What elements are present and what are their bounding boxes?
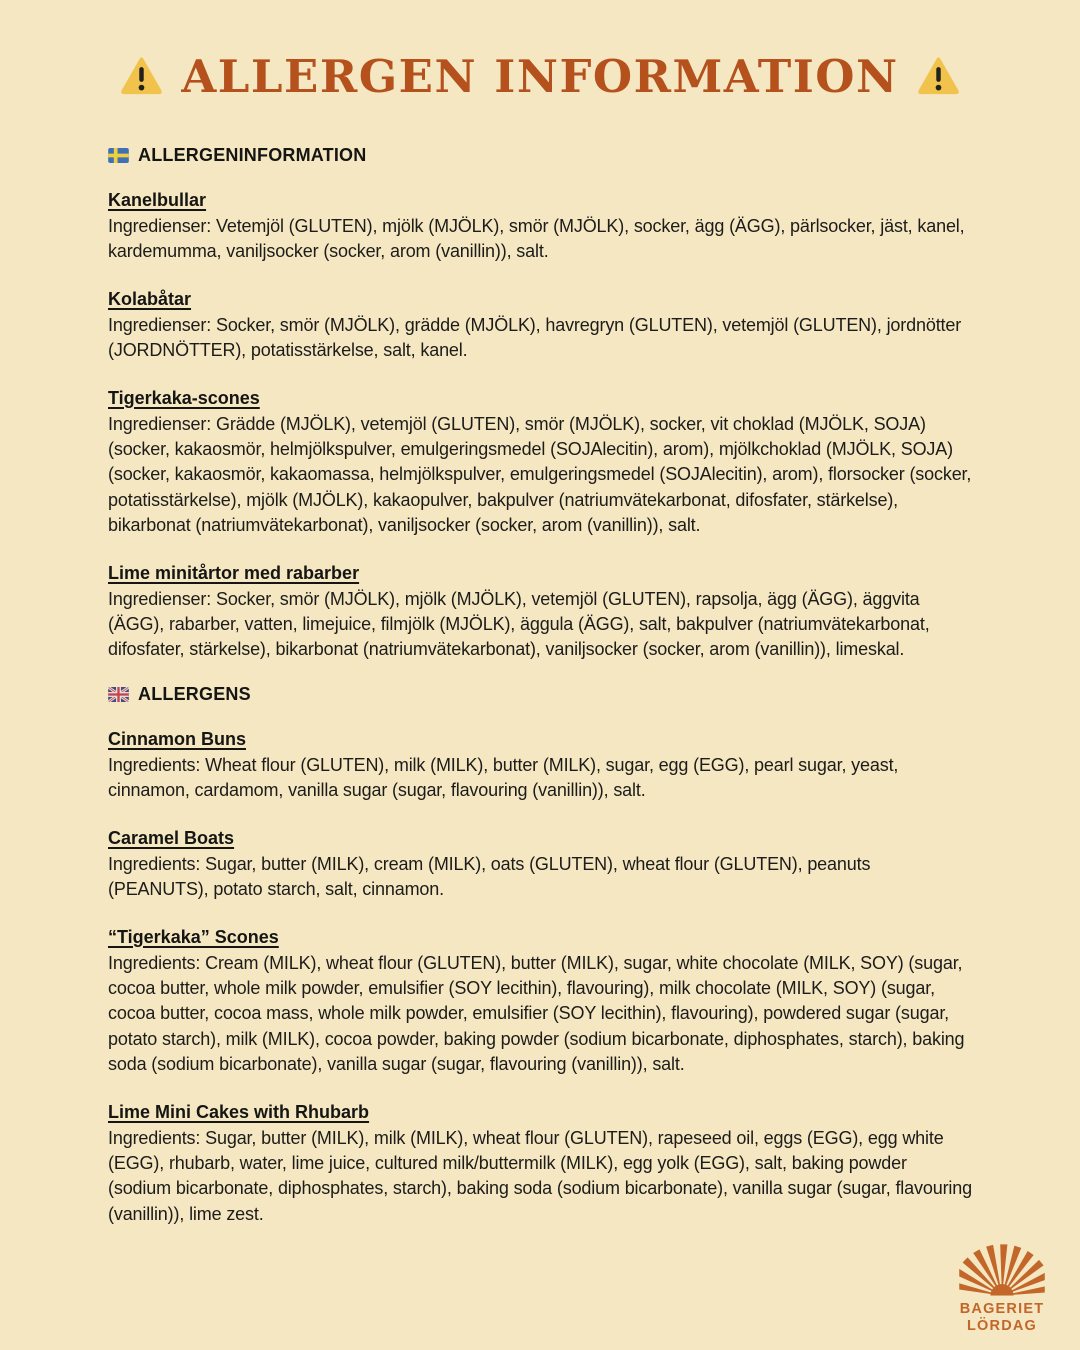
- logo-text-line2: LÖRDAG: [966, 1317, 1038, 1334]
- sunburst-logo-icon: [958, 1239, 1046, 1299]
- warning-triangle-icon: [120, 56, 163, 97]
- product-tigerkaka-scones-sv: [108, 385, 972, 539]
- product-name: Tigerkaka-scones: [108, 387, 260, 408]
- product-ingredients: Ingredients: Sugar, butter (MILK), milk (MILK), wheat flour (GLUTEN), rapeseed oil, eggs (EGG), egg white (EGG), rhubarb, water, lime juice, cultured milk/buttermilk (MILK), egg yolk (EGG), salt, baking powder (sodium bicarbonate, diphosphates, starch), baking soda (sodium bicarbonate), vanilla sugar (sugar, flavouring (vanillin)), lime zest.: [108, 1127, 972, 1224]
- product-ingredients: Ingredienser: Grädde (MJÖLK), vetemjöl (GLUTEN), smör (MJÖLK), socker, vit choklad (MJÖLK, SOJA) (socker, kakaosmör, helmjölkspulver, emulgeringsmedel (SOJAlecitin), arom), mjölkchoklad (MJÖLK, SOJA) (socker, kakaosmör, kakaomassa, helmjölkspulver, emulgeringsmedel (SOJAlecitin), arom), florsocker (socker, potatisstärkelse), mjölk (MJÖLK), kakaopulver, bakpulver (natriumvätekarbonat, difosfater, stärkelse), bikarbonat (natriumvätekarbonat), vaniljsocker (socker, arom (vanillin)), salt.: [108, 413, 972, 536]
- product-name: Lime Mini Cakes with Rhubarb: [108, 1101, 370, 1122]
- product-name: Kanelbullar: [108, 190, 207, 210]
- sweden-flag-icon: [108, 148, 129, 163]
- product-cinnamon-buns: [108, 726, 972, 804]
- uk-flag-icon: [108, 687, 129, 702]
- product-name: Lime minitårtor med rabarber: [108, 562, 360, 583]
- product-name: “Tigerkaka” Scones: [108, 926, 279, 947]
- section-header-label: ALLERGENINFORMATION: [138, 145, 367, 165]
- page-title: ALLERGEN INFORMATION: [181, 50, 899, 103]
- product-ingredients: Ingredients: Sugar, butter (MILK), cream (MILK), oats (GLUTEN), wheat flour (GLUTEN), peanuts (PEANUTS), potato starch, salt, cinnamon.: [108, 853, 871, 900]
- product-ingredients: Ingredients: Wheat flour (GLUTEN), milk (MILK), butter (MILK), sugar, egg (EGG), pearl sugar, yeast, cinnamon, cardamom, vanilla sugar (sugar, flavouring (vanillin)), salt.: [108, 754, 899, 801]
- product-lime-mini-cakes: [108, 1099, 972, 1228]
- product-name: Cinnamon Buns: [108, 728, 246, 749]
- section-english: [108, 684, 972, 1227]
- section-swedish: [108, 145, 972, 663]
- product-ingredients: Ingredienser: Vetemjöl (GLUTEN), mjölk (MJÖLK), smör (MJÖLK), socker, ägg (ÄGG), pärlsocker, jäst, kanel, kardemumma, vaniljsocker (socker, arom (vanillin)), salt.: [108, 216, 965, 262]
- product-kanelbullar: [108, 187, 972, 265]
- section-header-label: ALLERGENS: [138, 683, 251, 704]
- product-ingredients: Ingredienser: Socker, smör (MJÖLK), mjölk (MJÖLK), vetemjöl (GLUTEN), rapsolja, ägg (ÄGG), äggvita (ÄGG), rabarber, vatten, limejuice, filmjölk (MJÖLK), äggula (ÄGG), salt, bakpulver (natriumvätekarbonat, difosfater, stärkelse), bikarbonat (natriumvätekarbonat), vaniljsocker (socker, arom (vanillin)), limeskal.: [108, 588, 930, 660]
- product-caramel-boats: [108, 825, 972, 903]
- section-header-swedish: [108, 145, 972, 166]
- product-name: Kolabåtar: [108, 288, 192, 309]
- product-ingredients: Ingredients: Cream (MILK), wheat flour (GLUTEN), butter (MILK), sugar, white chocolate (MILK, SOY) (sugar, cocoa butter, whole milk powder, emulsifier (SOY lecithin), flavouring), milk chocolate (MILK, SOY) (sugar, cocoa butter, cocoa mass, whole milk powder, emulsifier (SOY lecithin), flavouring), powdered sugar (sugar, potato starch), milk (MILK), cocoa powder, baking powder (sodium bicarbonate, diphosphates, starch), baking soda (sodium bicarbonate), vanilla sugar (sugar, flavouring (vanillin)), salt.: [108, 952, 965, 1075]
- product-lime-minitartor: [108, 560, 972, 663]
- product-name: Caramel Boats: [108, 827, 235, 848]
- product-ingredients: Ingredienser: Socker, smör (MJÖLK), grädde (MJÖLK), havregryn (GLUTEN), vetemjöl (GLUTEN), jordnötter (JORDNÖTTER), potatisstärkelse, salt, kanel.: [108, 314, 962, 361]
- page-title-row: [108, 50, 972, 103]
- product-kolabatar: [108, 286, 972, 364]
- section-header-english: [108, 684, 972, 705]
- product-tigerkaka-scones-en: [108, 924, 972, 1078]
- bakery-logo: [952, 1239, 1052, 1334]
- warning-triangle-icon: [917, 56, 960, 97]
- logo-text-line1: BAGERIET: [959, 1301, 1045, 1317]
